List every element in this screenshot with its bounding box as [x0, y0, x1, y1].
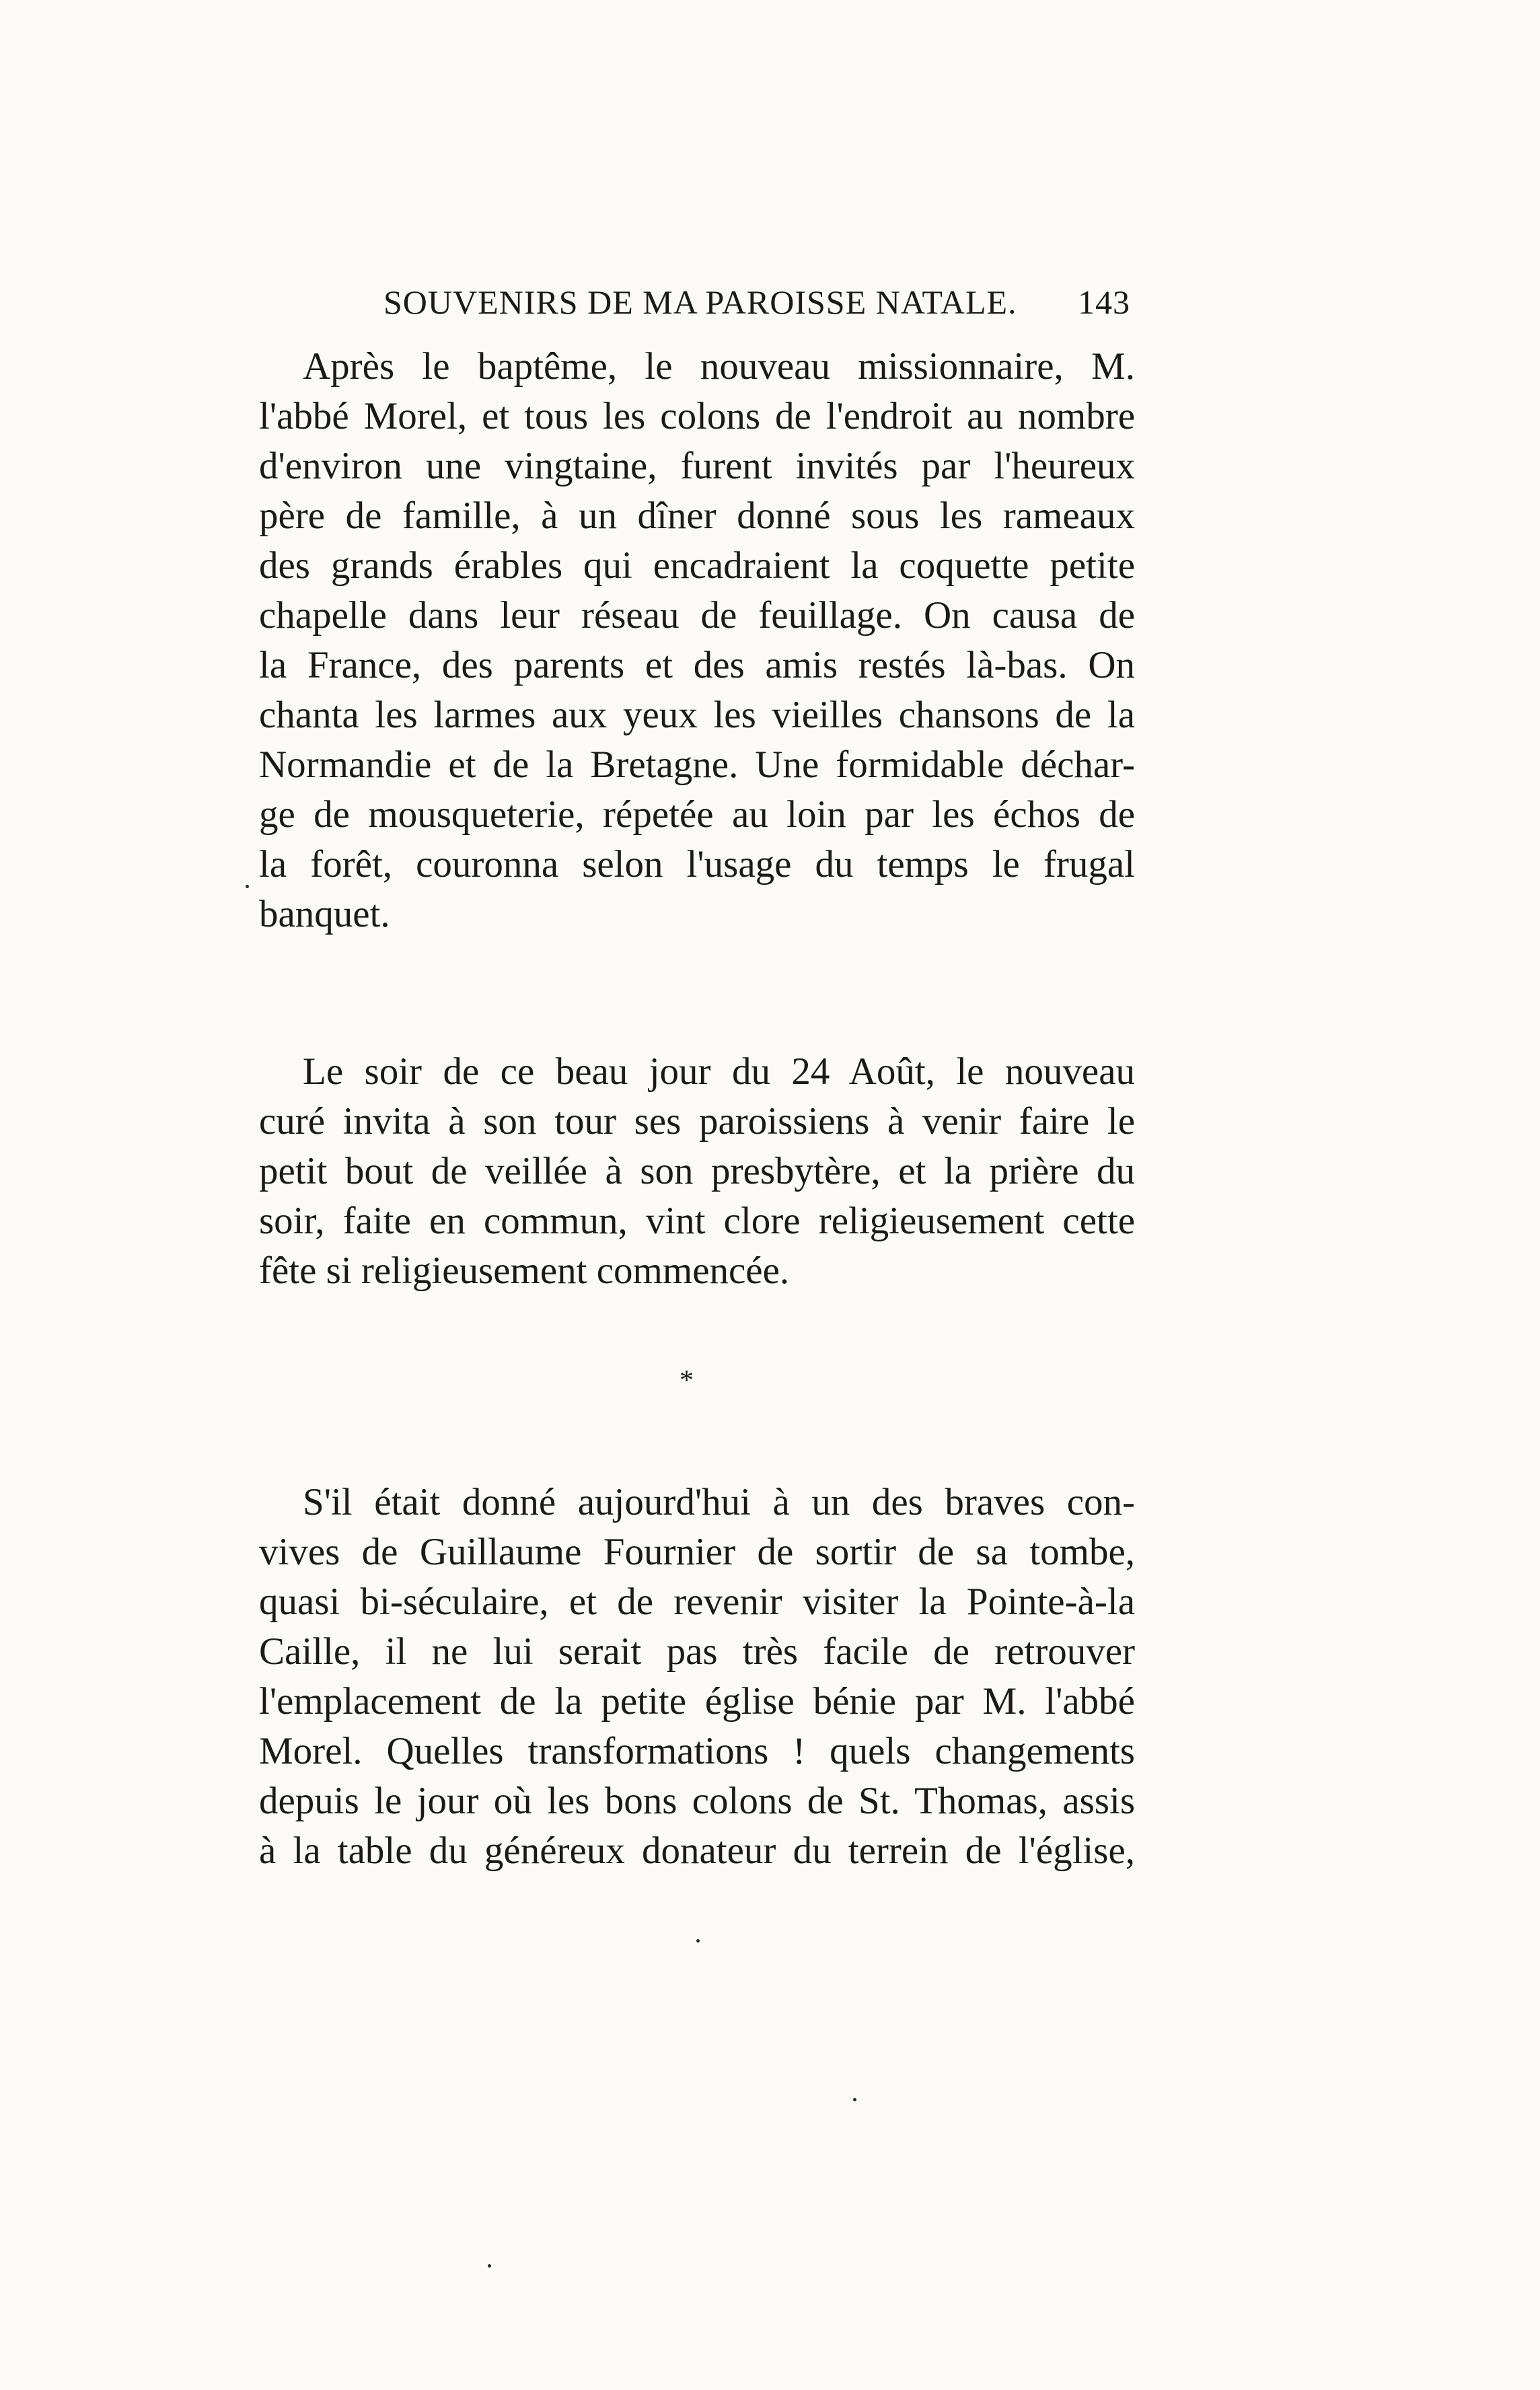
paragraph-line: depuis le jour où les bons colons de St. Thomas, assis	[259, 1780, 1135, 1822]
paragraph-line: Normandie et de la Bretagne. Une formidable déchar-	[259, 744, 1135, 786]
running-title: SOUVENIRS DE MA PAROISSE NATALE.	[383, 283, 1017, 321]
paragraph-line: soir, faite en commun, vint clore religieusement cette	[259, 1200, 1135, 1242]
paragraph-line: vives de Guillaume Fournier de sortir de sa tombe,	[259, 1531, 1135, 1573]
ink-speck	[246, 885, 249, 888]
page-number: 143	[1078, 283, 1130, 321]
paragraph-line: des grands érables qui encadraient la coquette petite	[259, 544, 1135, 587]
paragraph-line: curé invita à son tour ses paroissiens à venir faire le	[259, 1100, 1135, 1143]
paragraph-line: quasi bi-séculaire, et de revenir visiter la Pointe-à-la	[259, 1581, 1135, 1623]
ink-speck	[488, 2264, 491, 2268]
paragraph-line: Le soir de ce beau jour du 24 Août, le nouveau	[303, 1050, 1135, 1093]
paragraph-line: chapelle dans leur réseau de feuillage. On causa de	[259, 594, 1135, 637]
paragraph-line: la forêt, couronna selon l'usage du temps le frugal	[259, 843, 1135, 885]
ink-speck	[853, 2098, 856, 2101]
ink-speck	[696, 1939, 700, 1943]
section-break-asterisk: *	[680, 1365, 694, 1396]
paragraph-line: à la table du généreux donateur du terrein de l'église,	[259, 1830, 1135, 1872]
paragraph-line: ge de mousqueterie, répetée au loin par les échos de	[259, 793, 1135, 836]
paragraph-line: banquet.	[259, 893, 390, 935]
paragraph-line: l'emplacement de la petite église bénie par M. l'abbé	[259, 1680, 1135, 1723]
page-header	[383, 283, 1130, 330]
paragraph-line: S'il était donné aujourd'hui à un des braves con-	[303, 1481, 1135, 1523]
paragraph-line: petit bout de veillée à son presbytère, et la prière du	[259, 1150, 1135, 1192]
paragraph-line: Après le baptême, le nouveau missionnaire, M.	[303, 345, 1135, 388]
paragraph-line: Caille, il ne lui serait pas très facile de retrouver	[259, 1630, 1135, 1673]
paragraph-line: père de famille, à un dîner donné sous les rameaux	[259, 495, 1135, 537]
paragraph-line: chanta les larmes aux yeux les vieilles chansons de la	[259, 694, 1135, 736]
paragraph-line: fête si religieusement commencée.	[259, 1250, 790, 1292]
paragraph-line: Morel. Quelles transformations ! quels changements	[259, 1730, 1135, 1772]
paragraph-line: la France, des parents et des amis restés là-bas. On	[259, 644, 1135, 686]
paragraph-line: d'environ une vingtaine, furent invités par l'heureux	[259, 445, 1135, 487]
paragraph-line: l'abbé Morel, et tous les colons de l'endroit au nombre	[259, 395, 1135, 437]
